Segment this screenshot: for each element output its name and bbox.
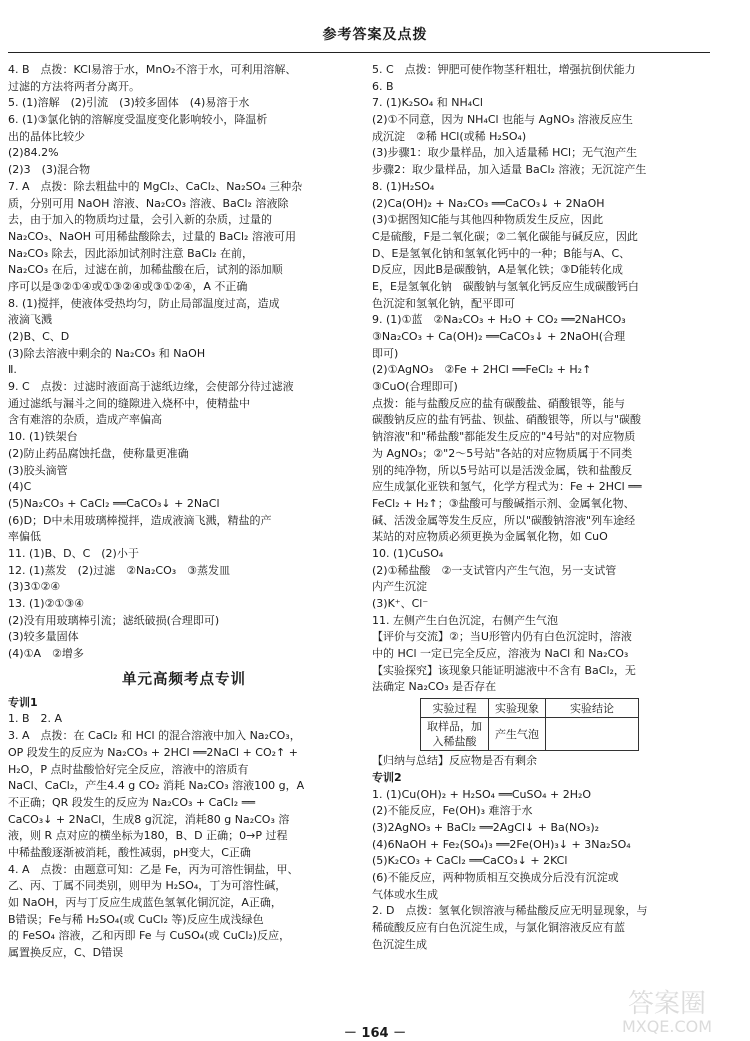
answer-line: 不正确；QR 段发生的反应为 Na₂CO₃ + CaCl₂ ══	[8, 795, 255, 809]
page-number: － 164 －	[343, 1026, 407, 1041]
answer-line: (3)①据图知C能与其他四种物质发生反应，因此	[372, 213, 604, 227]
answer-line: (3)3①②④	[8, 580, 61, 594]
answer-line: 6. B	[372, 79, 394, 93]
answer-line: 点拨：能与盐酸反应的盐有碳酸盐、硝酸银等，能与	[372, 396, 625, 410]
answer-line: 钠溶液"和"稀盐酸"都能发生反应的"4号站"的对应物质	[372, 430, 636, 444]
answer-line: 11. (1)B、D、C (2)小于	[8, 546, 139, 560]
answer-line: 5. C 点拨：钾肥可使作物茎秆粗壮，增强抗倒伏能力	[372, 63, 636, 76]
table-cell-process	[421, 718, 489, 751]
answer-line: 质，分别可用 NaOH 溶液、Na₂CO₃ 溶液、BaCl₂ 溶液除	[8, 196, 289, 210]
answer-line: FeCl₂ + H₂↑；③盐酸可与酸碱指示剂、金属氧化物、	[372, 496, 635, 510]
answer-line: 7. A 点拨：除去粗盐中的 MgCl₂、CaCl₂、Na₂SO₄ 三种杂	[8, 179, 303, 193]
answer-line: (2)①不同意，因为 NH₄Cl 也能与 AgNO₃ 溶液反应生	[372, 113, 633, 127]
table-header-conclusion: 实验结论	[546, 699, 639, 718]
answer-line: 步骤2：取少量样品，加入适量 BaCl₂ 溶液；无沉淀产生	[372, 163, 647, 177]
answer-line: 【评价与交流】②；当U形管内仍有白色沉淀时，溶液	[372, 630, 632, 644]
table-cell-process-line: 入稀盐酸	[432, 735, 477, 749]
answer-line: D反应，因此B是碳酸钠，A是氧化铁；③D能转化成	[372, 263, 623, 277]
answer-line: 别的纯净物，所以5号站可以是活泼金属，铁和盐酸反	[372, 463, 632, 477]
answer-line: Na₂CO₃ 除去，因此添加试剂时注意 BaCl₂ 在前，	[8, 246, 254, 260]
answer-line: 10. (1)铁架台	[8, 430, 78, 444]
answer-line: 3. A 点拨：在 CaCl₂ 和 HCl 的混合溶液中加入 Na₂CO₃，	[8, 729, 301, 743]
right-answer-lines	[372, 62, 707, 696]
experiment-table	[420, 698, 639, 751]
training2-heading: 专训2	[372, 770, 402, 784]
answer-line: (6)不能反应，两种物质相互交换成分后没有沉淀或	[372, 870, 619, 884]
table-cell-phenomenon: 产生气泡	[489, 718, 546, 751]
answer-line: OP 段发生的反应为 Na₂CO₃ + 2HCl ══2NaCl + CO₂↑ +	[8, 745, 298, 759]
answer-line: CaCO₃↓ + 2NaCl，生成8 g沉淀，消耗80 g Na₂CO₃ 溶	[8, 812, 290, 826]
answer-line: (6)D；D中未用玻璃棒搅拌，造成液滴飞溅，精盐的产	[8, 513, 272, 527]
answer-line: H₂O，P 点时盐酸恰好完全反应，溶液中的溶质有	[8, 762, 249, 776]
answer-line: 9. C 点拨：过滤时液面高于滤纸边缘，会使部分待过滤液	[8, 380, 294, 394]
answer-line: (2)①AgNO₃ ②Fe + 2HCl ══FeCl₂ + H₂↑	[372, 363, 592, 377]
answer-line: 气体或水生成	[372, 887, 438, 901]
answer-line: (5)Na₂CO₃ + CaCl₂ ══CaCO₃↓ + 2NaCl	[8, 496, 220, 510]
answer-line: 中的 HCl 一定已完全反应，溶液为 NaCl 和 Na₂CO₃	[372, 647, 629, 661]
answer-line: 液，则 R 点对应的横坐标为180，B、D 正确；0→P 过程	[8, 829, 288, 843]
experiment-table-header-row	[421, 699, 639, 718]
answer-line: 4. B 点拨：KCl易溶于水，MnO₂不溶于水，可利用溶解、	[8, 63, 297, 76]
answer-line: 中稀盐酸逐渐被消耗，酸性减弱，pH变大，C正确	[8, 845, 251, 859]
answer-line: 4. A 点拨：由题意可知：乙是 Fe，丙为可溶性铜盐，甲、	[8, 862, 299, 876]
answer-line: (3)胶头滴管	[8, 463, 68, 477]
answer-line: 如 NaOH，丙与丁反应生成蓝色氢氧化铜沉淀，A正确，	[8, 896, 282, 909]
answer-line: (3)步骤1：取少量样品，加入适量稀 HCl；无气泡产生	[372, 146, 638, 160]
answer-line: 应生成氯化亚铁和氢气，化学方程式为：Fe + 2HCl ══	[372, 480, 642, 494]
answer-line: 过滤的方法将两者分离开。	[8, 79, 140, 93]
answer-line: (2)3 (3)混合物	[8, 163, 91, 177]
answer-line: 7. (1)K₂SO₄ 和 NH₄Cl	[372, 96, 483, 110]
answer-line: (2)不能反应，Fe(OH)₃ 难溶于水	[372, 804, 533, 818]
training2-lines	[372, 787, 707, 954]
answer-line: C是硫酸，F是二氧化碳；②二氧化碳能与碱反应，因此	[372, 229, 638, 243]
answer-line: (4)6NaOH + Fe₂(SO₄)₃ ══2Fe(OH)₃↓ + 3Na₂SO₄	[372, 837, 631, 851]
table-cell-process-line: 取样品，加	[427, 720, 482, 734]
answer-line: 碱、活泼金属等发生反应，所以"碳酸钠溶液"列车途经	[372, 513, 636, 527]
answer-line: Ⅱ.	[8, 363, 17, 377]
section-title: 单元高频考点专训	[122, 671, 246, 688]
header-title: 参考答案及点拨	[322, 27, 428, 43]
answer-line: ③Na₂CO₃ + Ca(OH)₂ ══CaCO₃↓ + 2NaOH(合理	[372, 330, 626, 343]
answer-line: 6. (1)③氯化钠的溶解度受温度变化影响较小，降温析	[8, 113, 268, 127]
answer-line: (5)K₂CO₃ + CaCl₂ ══CaCO₃↓ + 2KCl	[372, 854, 568, 868]
answer-line: 去，由于加入的物质均过量，会引入新的杂质，过量的	[8, 213, 272, 227]
answer-line: 色沉淀和氢氧化钠，配平即可	[372, 296, 515, 310]
answer-line: 2. D 点拨：氢氧化钡溶液与稀盐酸反应无明显现象，与	[372, 904, 648, 918]
answer-line: 11. 左侧产生白色沉淀，右侧产生气泡	[372, 613, 558, 627]
training1-heading: 专训1	[8, 695, 38, 709]
answer-line: E，E是氢氧化钠 碳酸钠与氢氧化钙反应生成碳酸钙白	[372, 279, 639, 293]
answer-line: (2)防止药品腐蚀托盘，使称量更准确	[8, 446, 189, 460]
answer-line: (2)Ca(OH)₂ + Na₂CO₃ ══CaCO₃↓ + 2NaOH	[372, 196, 605, 210]
table-header-phenomenon: 实验现象	[489, 699, 546, 718]
answer-line: 即可)	[372, 346, 399, 360]
answer-line: 色沉淀生成	[372, 937, 427, 951]
answer-line: (4)①A ②增多	[8, 647, 84, 661]
answer-line: 5. (1)溶解 (2)引流 (3)较多固体 (4)易溶于水	[8, 96, 250, 110]
answer-line: 含有难溶的杂质，造成产率偏高	[8, 413, 162, 427]
answer-line: 法确定 Na₂CO₃ 是否存在	[372, 680, 497, 694]
watermark-logo	[592, 982, 742, 1038]
table-header-process: 实验过程	[421, 699, 489, 718]
answer-line: Na₂CO₃ 在后，过滤在前，加稀盐酸在后，试剂的添加顺	[8, 263, 283, 277]
answer-line: (2)①稀盐酸 ②一支试管内产生气泡，另一支试管	[372, 563, 617, 577]
watermark-text: 答案圈	[627, 989, 707, 1019]
answer-line: 出的晶体比较少	[8, 129, 85, 143]
answer-line: (4)C	[8, 480, 32, 494]
experiment-table-row	[421, 718, 639, 751]
answer-line: Na₂CO₃、NaOH 可用稀盐酸除去，过量的 BaCl₂ 溶液可用	[8, 229, 296, 243]
answer-line: 通过滤纸与漏斗之间的缝隙进入烧杯中，使精盐中	[8, 396, 250, 410]
answer-line: 内产生沉淀	[372, 580, 427, 594]
answer-line: 液滴飞溅	[8, 313, 52, 327]
answer-line: 【归纳与总结】反应物是否有剩余	[372, 754, 537, 768]
answer-line: 为 AgNO₃；②"2～5号站"各站的对应物质属于不同类	[372, 446, 633, 460]
answer-line: (3)2AgNO₃ + BaCl₂ ══2AgCl↓ + Ba(NO₃)₂	[372, 820, 600, 834]
answer-line: D、E是氢氧化钠和氢氧化钙中的一种；B能与A、C、	[372, 246, 631, 260]
left-column	[8, 62, 360, 1022]
training1-lines	[8, 711, 360, 961]
answer-line: 12. (1)蒸发 (2)过滤 ②Na₂CO₃ ③蒸发皿	[8, 563, 231, 577]
answer-line: (3)除去溶液中剩余的 Na₂CO₃ 和 NaOH	[8, 346, 206, 360]
answer-line: 成沉淀 ②稀 HCl(或稀 H₂SO₄)	[372, 129, 527, 143]
right-after-table-lines	[372, 753, 707, 770]
answer-line: 1. B 2. A	[8, 712, 63, 726]
answer-line: 8. (1)H₂SO₄	[372, 179, 435, 193]
answer-line: 某站的对应物质必须更换为金属氧化物，如 CuO	[372, 530, 608, 544]
answer-line: 13. (1)②①③④	[8, 597, 85, 610]
answer-line: 属置换反应，C、D错误	[8, 946, 124, 960]
answer-line: ③CuO(合理即可)	[372, 380, 458, 394]
answer-line: (3)K⁺、Cl⁻	[372, 597, 429, 610]
answer-line: NaCl、CaCl₂，产生4.4 g CO₂ 消耗 Na₂CO₃ 溶液100 g，A	[8, 779, 305, 793]
page-header	[0, 0, 750, 54]
answer-line: 10. (1)CuSO₄	[372, 546, 444, 560]
answer-line: (2)B、C、D	[8, 330, 70, 343]
header-divider	[8, 52, 710, 53]
right-column	[372, 62, 707, 1022]
answer-line: 9. (1)①蓝 ②Na₂CO₃ + H₂O + CO₂ ══2NaHCO₃	[372, 313, 626, 327]
table-cell-conclusion	[546, 718, 639, 751]
answer-line: 序可以是③②①④或①③②④或③①②④，A 不正确	[8, 279, 248, 293]
answer-line: B错误；Fe与稀 H₂SO₄(或 CuCl₂ 等)反应生成浅绿色	[8, 912, 264, 926]
answer-line: 【实验探究】该现象只能证明滤液中不含有 BaCl₂，无	[372, 663, 636, 677]
left-answer-lines	[8, 62, 360, 663]
answer-line: (3)较多量固体	[8, 630, 79, 644]
watermark-subtext: MXQE.COM	[621, 1017, 713, 1036]
answer-line: 率偏低	[8, 530, 41, 544]
answer-line: (2)84.2%	[8, 146, 59, 160]
answer-line: 碳酸钠反应的盐有钙盐、钡盐、硝酸银等，所以与"碳酸	[372, 413, 642, 427]
answer-line: 稀硫酸反应有白色沉淀生成，与氯化铜溶液反应有蓝	[372, 921, 625, 934]
answer-line: (2)没有用玻璃棒引流；滤纸破损(合理即可)	[8, 613, 220, 627]
answer-line: 1. (1)Cu(OH)₂ + H₂SO₄ ══CuSO₄ + 2H₂O	[372, 787, 592, 801]
answer-line: 8. (1)搅拌，使液体受热均匀，防止局部温度过高，造成	[8, 296, 280, 310]
answer-line: 的 FeSO₄ 溶液，乙和丙即 Fe 与 CuSO₄(或 CuCl₂)反应，	[8, 929, 291, 943]
answer-line: 乙、丙、丁属不同类别，则甲为 H₂SO₄，丁为可溶性碱，	[8, 879, 287, 893]
